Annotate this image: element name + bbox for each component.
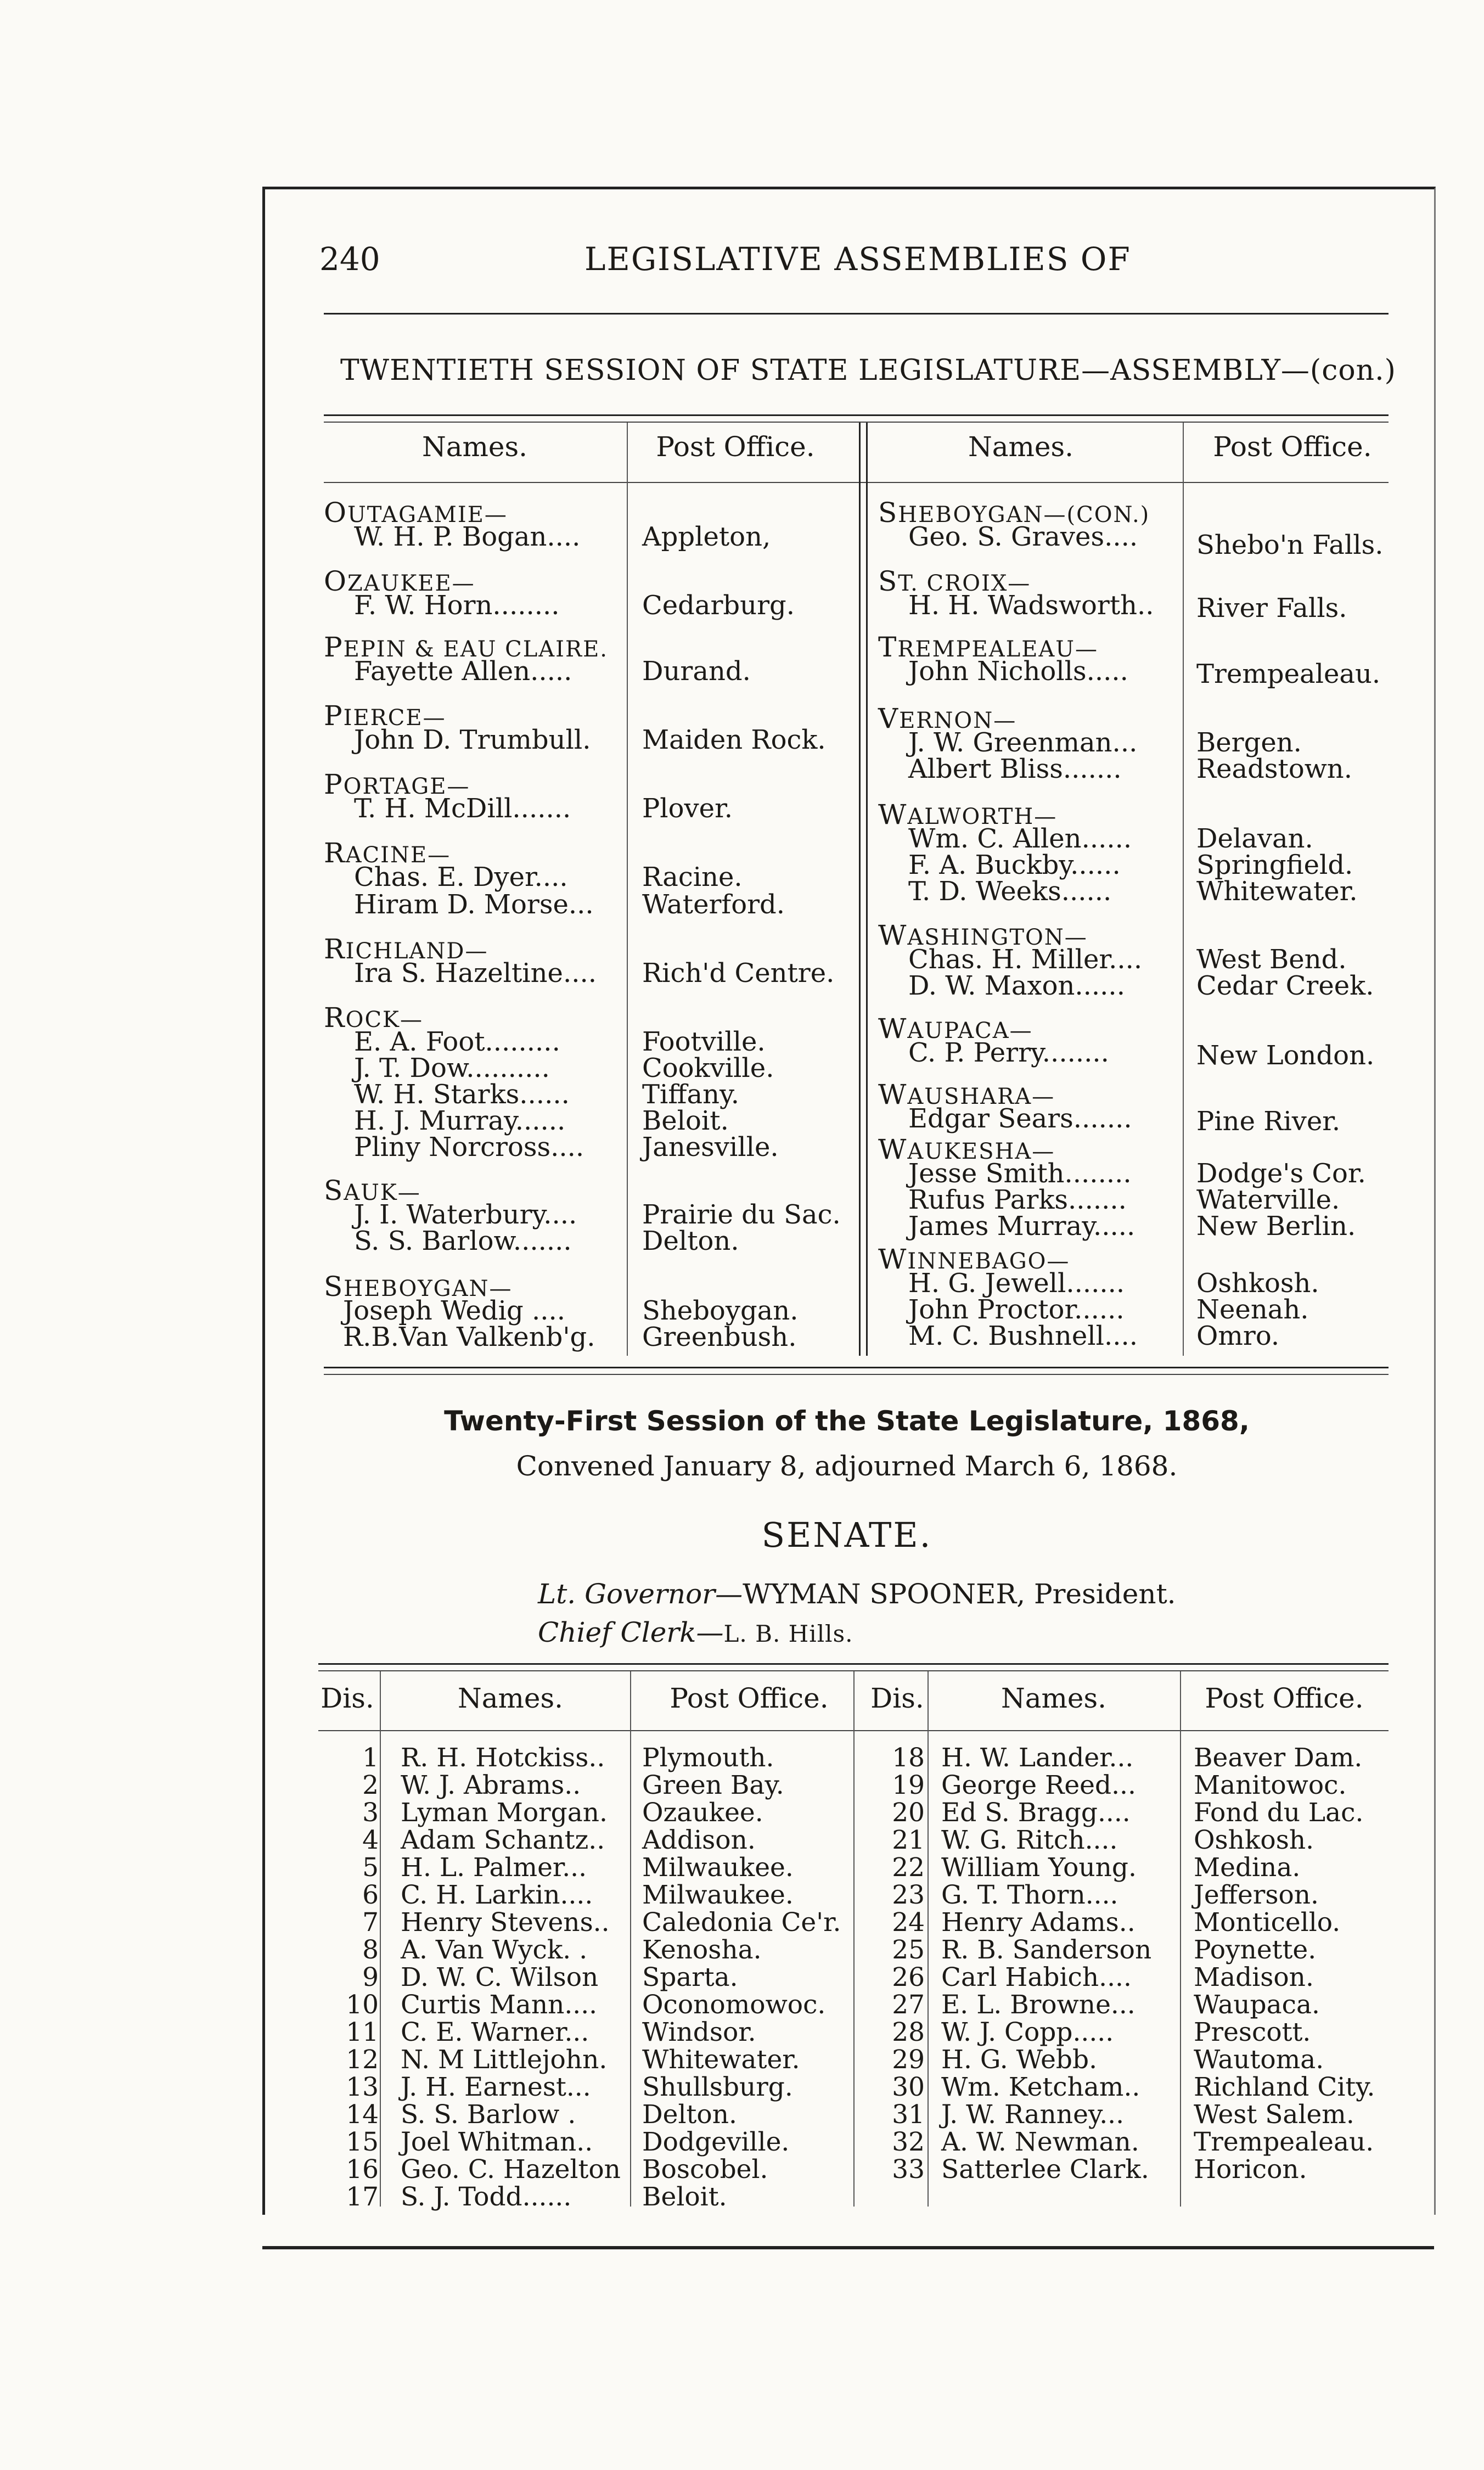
senate-district: 32 [892, 2127, 925, 2157]
member-post-office: Appleton, [642, 521, 771, 552]
senator-post-office: Monticello. [1194, 1907, 1341, 1938]
senate-district: 21 [892, 1825, 925, 1855]
senator-post-office: Beaver Dam. [1194, 1743, 1363, 1773]
member-name: H. J. Murray...... [354, 1105, 566, 1136]
senate-district: 19 [892, 1770, 925, 1800]
senator-post-office: Green Bay. [642, 1770, 784, 1800]
senate-divider [853, 1671, 855, 2207]
senator-post-office: Whitewater. [642, 2045, 800, 2075]
assembly-center-divider-1 [859, 423, 861, 1356]
senator-post-office: Oshkosh. [1194, 1825, 1314, 1855]
senator-name: J. H. Earnest... [401, 2072, 591, 2102]
member-name: C. P. Perry........ [908, 1037, 1109, 1068]
assembly-col-po-right: Post Office. [1213, 431, 1372, 463]
member-post-office: Racine. [642, 862, 743, 892]
member-name: John Proctor...... [908, 1294, 1125, 1325]
member-name: Wm. C. Allen...... [908, 823, 1132, 854]
senate-divider [380, 1671, 381, 2207]
member-post-office: Footville. [642, 1026, 766, 1057]
senator-name: Curtis Mann.... [401, 1990, 598, 2020]
senator-name: J. W. Ranney... [941, 2100, 1125, 2130]
assembly-right-divider [1183, 423, 1184, 1356]
senate-district: 22 [892, 1852, 925, 1883]
member-post-office: Sheboygan. [642, 1295, 799, 1326]
senator-name: Henry Stevens.. [401, 1907, 610, 1938]
member-name: Fayette Allen..... [354, 656, 572, 687]
member-name: T. H. McDill....... [354, 793, 571, 824]
senator-post-office: Dodgeville. [642, 2127, 790, 2157]
senate-district: 26 [892, 1962, 925, 1992]
county-heading: SAUK— [324, 1175, 421, 1206]
member-name: John Nicholls..... [908, 656, 1128, 687]
member-post-office: Neenah. [1196, 1294, 1309, 1325]
senator-name: H. W. Lander... [941, 1743, 1134, 1773]
senate-divider [630, 1671, 631, 2207]
senate-district: 15 [346, 2127, 379, 2157]
page-frame-bottom [262, 2246, 1434, 2249]
member-name: Edgar Sears....... [908, 1103, 1132, 1134]
member-post-office: Cookville. [642, 1053, 774, 1084]
county-heading: WASHINGTON— [878, 919, 1088, 951]
member-name: J. I. Waterbury.... [354, 1199, 577, 1230]
chief-clerk-line [538, 1616, 853, 1648]
member-name: M. C. Bushnell.... [908, 1321, 1138, 1351]
member-name: Geo. S. Graves.... [908, 521, 1138, 552]
member-name: J. W. Greenman... [908, 727, 1138, 758]
senator-name: G. T. Thorn.... [941, 1880, 1118, 1910]
assembly-col-names-left: Names. [421, 431, 528, 463]
senate-district: 4 [362, 1825, 379, 1855]
member-post-office: Whitewater. [1196, 876, 1358, 907]
senator-name: S. J. Todd...... [401, 2182, 572, 2212]
senator-name: Wm. Ketcham.. [941, 2072, 1140, 2102]
member-name: H. G. Jewell....... [908, 1268, 1125, 1299]
senate-district: 13 [346, 2072, 379, 2102]
member-post-office: Maiden Rock. [642, 725, 826, 755]
senate-table-top-rule [318, 1663, 1389, 1665]
member-post-office: Waterford. [642, 889, 785, 920]
assembly-col-names-right: Names. [968, 431, 1074, 463]
section-title: TWENTIETH SESSION OF STATE LEGISLATURE—ASSEMBLY—(con.) [340, 354, 1396, 387]
senator-post-office: Boscobel. [642, 2154, 768, 2185]
county-heading: WAUKESHA— [878, 1133, 1055, 1165]
session-title: Twenty-First Session of the State Legislature, 1868, [444, 1405, 1250, 1437]
senator-name: H. L. Palmer... [401, 1852, 587, 1883]
senator-post-office: Sparta. [642, 1962, 738, 1992]
senate-district: 33 [892, 2154, 925, 2185]
senator-post-office: Shullsburg. [642, 2072, 793, 2102]
senate-district: 8 [362, 1935, 379, 1965]
senate-district: 12 [346, 2045, 379, 2075]
senate-district: 27 [892, 1990, 925, 2020]
senate-district: 9 [362, 1962, 379, 1992]
senator-name: N. M Littlejohn. [401, 2045, 608, 2075]
member-post-office: Bergen. [1196, 727, 1302, 758]
lt-governor-line [538, 1578, 1176, 1610]
assembly-left-divider [627, 423, 628, 1356]
senator-name: R. B. Sanderson [941, 1935, 1152, 1965]
member-post-office: Rich'd Centre. [642, 958, 835, 989]
member-name: Albert Bliss....... [908, 754, 1122, 784]
senator-name: A. W. Newman. [941, 2127, 1139, 2157]
member-post-office: Trempealeau. [1196, 659, 1381, 689]
senator-name: H. G. Webb. [941, 2045, 1098, 2075]
senator-post-office: Delton. [642, 2100, 737, 2130]
senate-district: 10 [346, 1990, 379, 2020]
senate-col-dis-left: Dis. [321, 1682, 374, 1714]
senate-col-dis-right: Dis. [870, 1682, 924, 1714]
senator-post-office: Oconomowoc. [642, 1990, 826, 2020]
header-rule [324, 313, 1389, 315]
member-post-office: Prairie du Sac. [642, 1199, 841, 1230]
member-name: J. T. Dow.......... [354, 1053, 550, 1084]
session-dates: Convened January 8, adjourned March 6, 1868. [516, 1450, 1178, 1482]
member-post-office: Springfield. [1196, 850, 1353, 880]
member-name: Joseph Wedig .... [343, 1295, 565, 1326]
senator-name: W. J. Copp..... [941, 2017, 1114, 2047]
senator-name: W. J. Abrams.. [401, 1770, 581, 1800]
senator-name: George Reed... [941, 1770, 1136, 1800]
senator-name: Satterlee Clark. [941, 2154, 1149, 2185]
senator-name: Ed S. Bragg.... [941, 1798, 1131, 1828]
member-name: Chas. H. Miller.... [908, 944, 1143, 975]
member-post-office: Pine River. [1196, 1106, 1341, 1137]
member-name: Hiram D. Morse... [354, 889, 594, 920]
senator-post-office: Manitowoc. [1194, 1770, 1347, 1800]
senate-col-names-right: Names. [1000, 1682, 1107, 1714]
member-name: Pliny Norcross.... [354, 1132, 584, 1163]
member-name: Chas. E. Dyer.... [354, 862, 568, 892]
assembly-table-bottom-rule-2 [324, 1374, 1389, 1375]
senator-post-office: Trempealeau. [1194, 2127, 1374, 2157]
senate-district: 23 [892, 1880, 925, 1910]
lt-governor-label: Lt. Governor— [538, 1578, 743, 1610]
senator-name: D. W. C. Wilson [401, 1962, 599, 1992]
page-number: 240 [319, 240, 380, 278]
senate-district: 1 [362, 1743, 379, 1773]
county-heading: OUTAGAMIE— [324, 497, 508, 529]
member-post-office: Oshkosh. [1196, 1268, 1319, 1299]
county-heading: ROCK— [324, 1002, 423, 1034]
senator-post-office: Plymouth. [642, 1743, 774, 1773]
senator-post-office: Wautoma. [1194, 2045, 1324, 2075]
senator-name: C. E. Warner... [401, 2017, 589, 2047]
senate-district: 25 [892, 1935, 925, 1965]
senate-col-po-left: Post Office. [670, 1682, 829, 1714]
member-name: T. D. Weeks...... [908, 876, 1112, 907]
senator-post-office: Caledonia Ce'r. [642, 1907, 841, 1938]
member-post-office: Readstown. [1196, 754, 1352, 784]
member-name: W. H. P. Bogan.... [354, 521, 581, 552]
senate-district: 2 [362, 1770, 379, 1800]
senate-district: 14 [346, 2100, 379, 2130]
county-heading: OZAUKEE— [324, 565, 475, 597]
county-heading: RACINE— [324, 837, 451, 869]
senator-post-office: Horicon. [1194, 2154, 1307, 2185]
chamber-heading: SENATE. [761, 1515, 932, 1555]
member-name: F. A. Buckby...... [908, 850, 1121, 880]
senate-district: 5 [362, 1852, 379, 1883]
senator-name: Geo. C. Hazelton [401, 2154, 621, 2185]
assembly-center-divider-2 [866, 423, 868, 1356]
member-name: John D. Trumbull. [354, 725, 591, 755]
member-post-office: Delton. [642, 1226, 739, 1256]
senate-district: 29 [892, 2045, 925, 2075]
county-heading: ST. CROIX— [878, 565, 1031, 597]
member-post-office: Cedarburg. [642, 590, 795, 621]
county-heading: TREMPEALEAU— [878, 631, 1098, 663]
senate-divider [1180, 1671, 1181, 2207]
senator-post-office: Poynette. [1194, 1935, 1317, 1965]
senator-name: Carl Habich.... [941, 1962, 1132, 1992]
member-name: R.B.Van Valkenb'g. [343, 1322, 595, 1352]
senate-district: 3 [362, 1798, 379, 1828]
senator-post-office: Milwaukee. [642, 1880, 794, 1910]
member-name: James Murray..... [908, 1211, 1136, 1242]
senator-post-office: Kenosha. [642, 1935, 762, 1965]
member-post-office: Durand. [642, 656, 751, 687]
assembly-table-top-rule-2 [324, 422, 1389, 423]
senate-district: 16 [346, 2154, 379, 2185]
member-post-office: Delavan. [1196, 823, 1313, 854]
senate-district: 24 [892, 1907, 925, 1938]
senate-district: 7 [362, 1907, 379, 1938]
member-post-office: Waterville. [1196, 1185, 1340, 1215]
senator-post-office: Jefferson. [1194, 1880, 1319, 1910]
member-name: Ira S. Hazeltine.... [354, 958, 597, 989]
senate-col-po-right: Post Office. [1205, 1682, 1364, 1714]
member-post-office: New London. [1196, 1040, 1375, 1071]
county-heading: PEPIN & EAU CLAIRE. [324, 631, 609, 663]
senator-post-office: Madison. [1194, 1962, 1314, 1992]
member-name: Rufus Parks....... [908, 1185, 1127, 1215]
chief-clerk-value: L. B. Hills. [723, 1620, 853, 1647]
senator-post-office: Windsor. [642, 2017, 756, 2047]
member-name: W. H. Starks...... [354, 1079, 570, 1110]
senator-post-office: Ozaukee. [642, 1798, 763, 1828]
county-heading: WALWORTH— [878, 799, 1058, 830]
county-heading: SHEBOYGAN— [324, 1271, 513, 1303]
lt-governor-value: WYMAN SPOONER, President. [743, 1578, 1176, 1610]
assembly-col-po-left: Post Office. [656, 431, 815, 463]
assembly-header-rule [324, 482, 1389, 483]
county-heading: PIERCE— [324, 700, 446, 732]
county-heading: VERNON— [878, 703, 1017, 734]
senator-name: S. S. Barlow . [401, 2100, 576, 2130]
senator-name: Adam Schantz.. [401, 1825, 605, 1855]
senate-district: 30 [892, 2072, 925, 2102]
senator-post-office: Waupaca. [1194, 1990, 1320, 2020]
county-heading: PORTAGE— [324, 768, 470, 800]
senator-post-office: Beloit. [642, 2182, 727, 2212]
member-post-office: Shebo'n Falls. [1196, 530, 1384, 560]
senator-post-office: Richland City. [1194, 2072, 1375, 2102]
senate-district: 17 [346, 2182, 379, 2212]
senate-district: 6 [362, 1880, 379, 1910]
senate-district: 31 [892, 2100, 925, 2130]
county-heading: SHEBOYGAN—(CON.) [878, 497, 1150, 529]
senate-col-names-left: Names. [457, 1682, 564, 1714]
senator-name: William Young. [941, 1852, 1137, 1883]
senator-post-office: Addison. [642, 1825, 756, 1855]
county-heading: WINNEBAGO— [878, 1243, 1070, 1275]
county-heading: WAUSHARA— [878, 1079, 1055, 1110]
member-name: S. S. Barlow....... [354, 1226, 572, 1256]
member-post-office: Omro. [1196, 1321, 1280, 1351]
senate-district: 11 [346, 2017, 379, 2047]
senate-district: 18 [892, 1743, 925, 1773]
member-post-office: Plover. [642, 793, 733, 824]
member-name: H. H. Wadsworth.. [908, 590, 1154, 621]
senator-post-office: Fond du Lac. [1194, 1798, 1364, 1828]
member-name: Jesse Smith........ [908, 1158, 1132, 1189]
senator-name: E. L. Browne... [941, 1990, 1136, 2020]
member-post-office: Cedar Creek. [1196, 970, 1374, 1001]
senator-post-office: Milwaukee. [642, 1852, 794, 1883]
assembly-table-top-rule [324, 414, 1389, 416]
senator-name: Henry Adams.. [941, 1907, 1136, 1938]
member-name: D. W. Maxon...... [908, 970, 1125, 1001]
assembly-table-bottom-rule [324, 1367, 1389, 1368]
senator-name: A. Van Wyck. . [401, 1935, 588, 1965]
member-post-office: West Bend. [1196, 944, 1347, 975]
running-title: LEGISLATIVE ASSEMBLIES OF [584, 240, 1131, 278]
senator-post-office: West Salem. [1194, 2100, 1354, 2130]
member-post-office: Tiffany. [642, 1079, 739, 1110]
senate-district: 20 [892, 1798, 925, 1828]
senator-name: Lyman Morgan. [401, 1798, 608, 1828]
member-post-office: Dodge's Cor. [1196, 1158, 1366, 1189]
member-post-office: New Berlin. [1196, 1211, 1356, 1242]
senator-name: R. H. Hotckiss.. [401, 1743, 605, 1773]
member-post-office: Beloit. [642, 1105, 729, 1136]
county-heading: RICHLAND— [324, 933, 488, 965]
senator-name: C. H. Larkin.... [401, 1880, 593, 1910]
member-post-office: Janesville. [642, 1132, 779, 1163]
member-name: E. A. Foot......... [354, 1026, 560, 1057]
member-name: F. W. Horn........ [354, 590, 560, 621]
chief-clerk-label: Chief Clerk— [538, 1616, 724, 1648]
senator-name: Joel Whitman.. [401, 2127, 593, 2157]
senate-district: 28 [892, 2017, 925, 2047]
senator-post-office: Medina. [1194, 1852, 1301, 1883]
member-post-office: Greenbush. [642, 1322, 797, 1352]
senator-name: W. G. Ritch.... [941, 1825, 1118, 1855]
county-heading: WAUPACA— [878, 1013, 1033, 1045]
senate-divider [928, 1671, 929, 2207]
senator-post-office: Prescott. [1194, 2017, 1311, 2047]
member-post-office: River Falls. [1196, 593, 1347, 624]
